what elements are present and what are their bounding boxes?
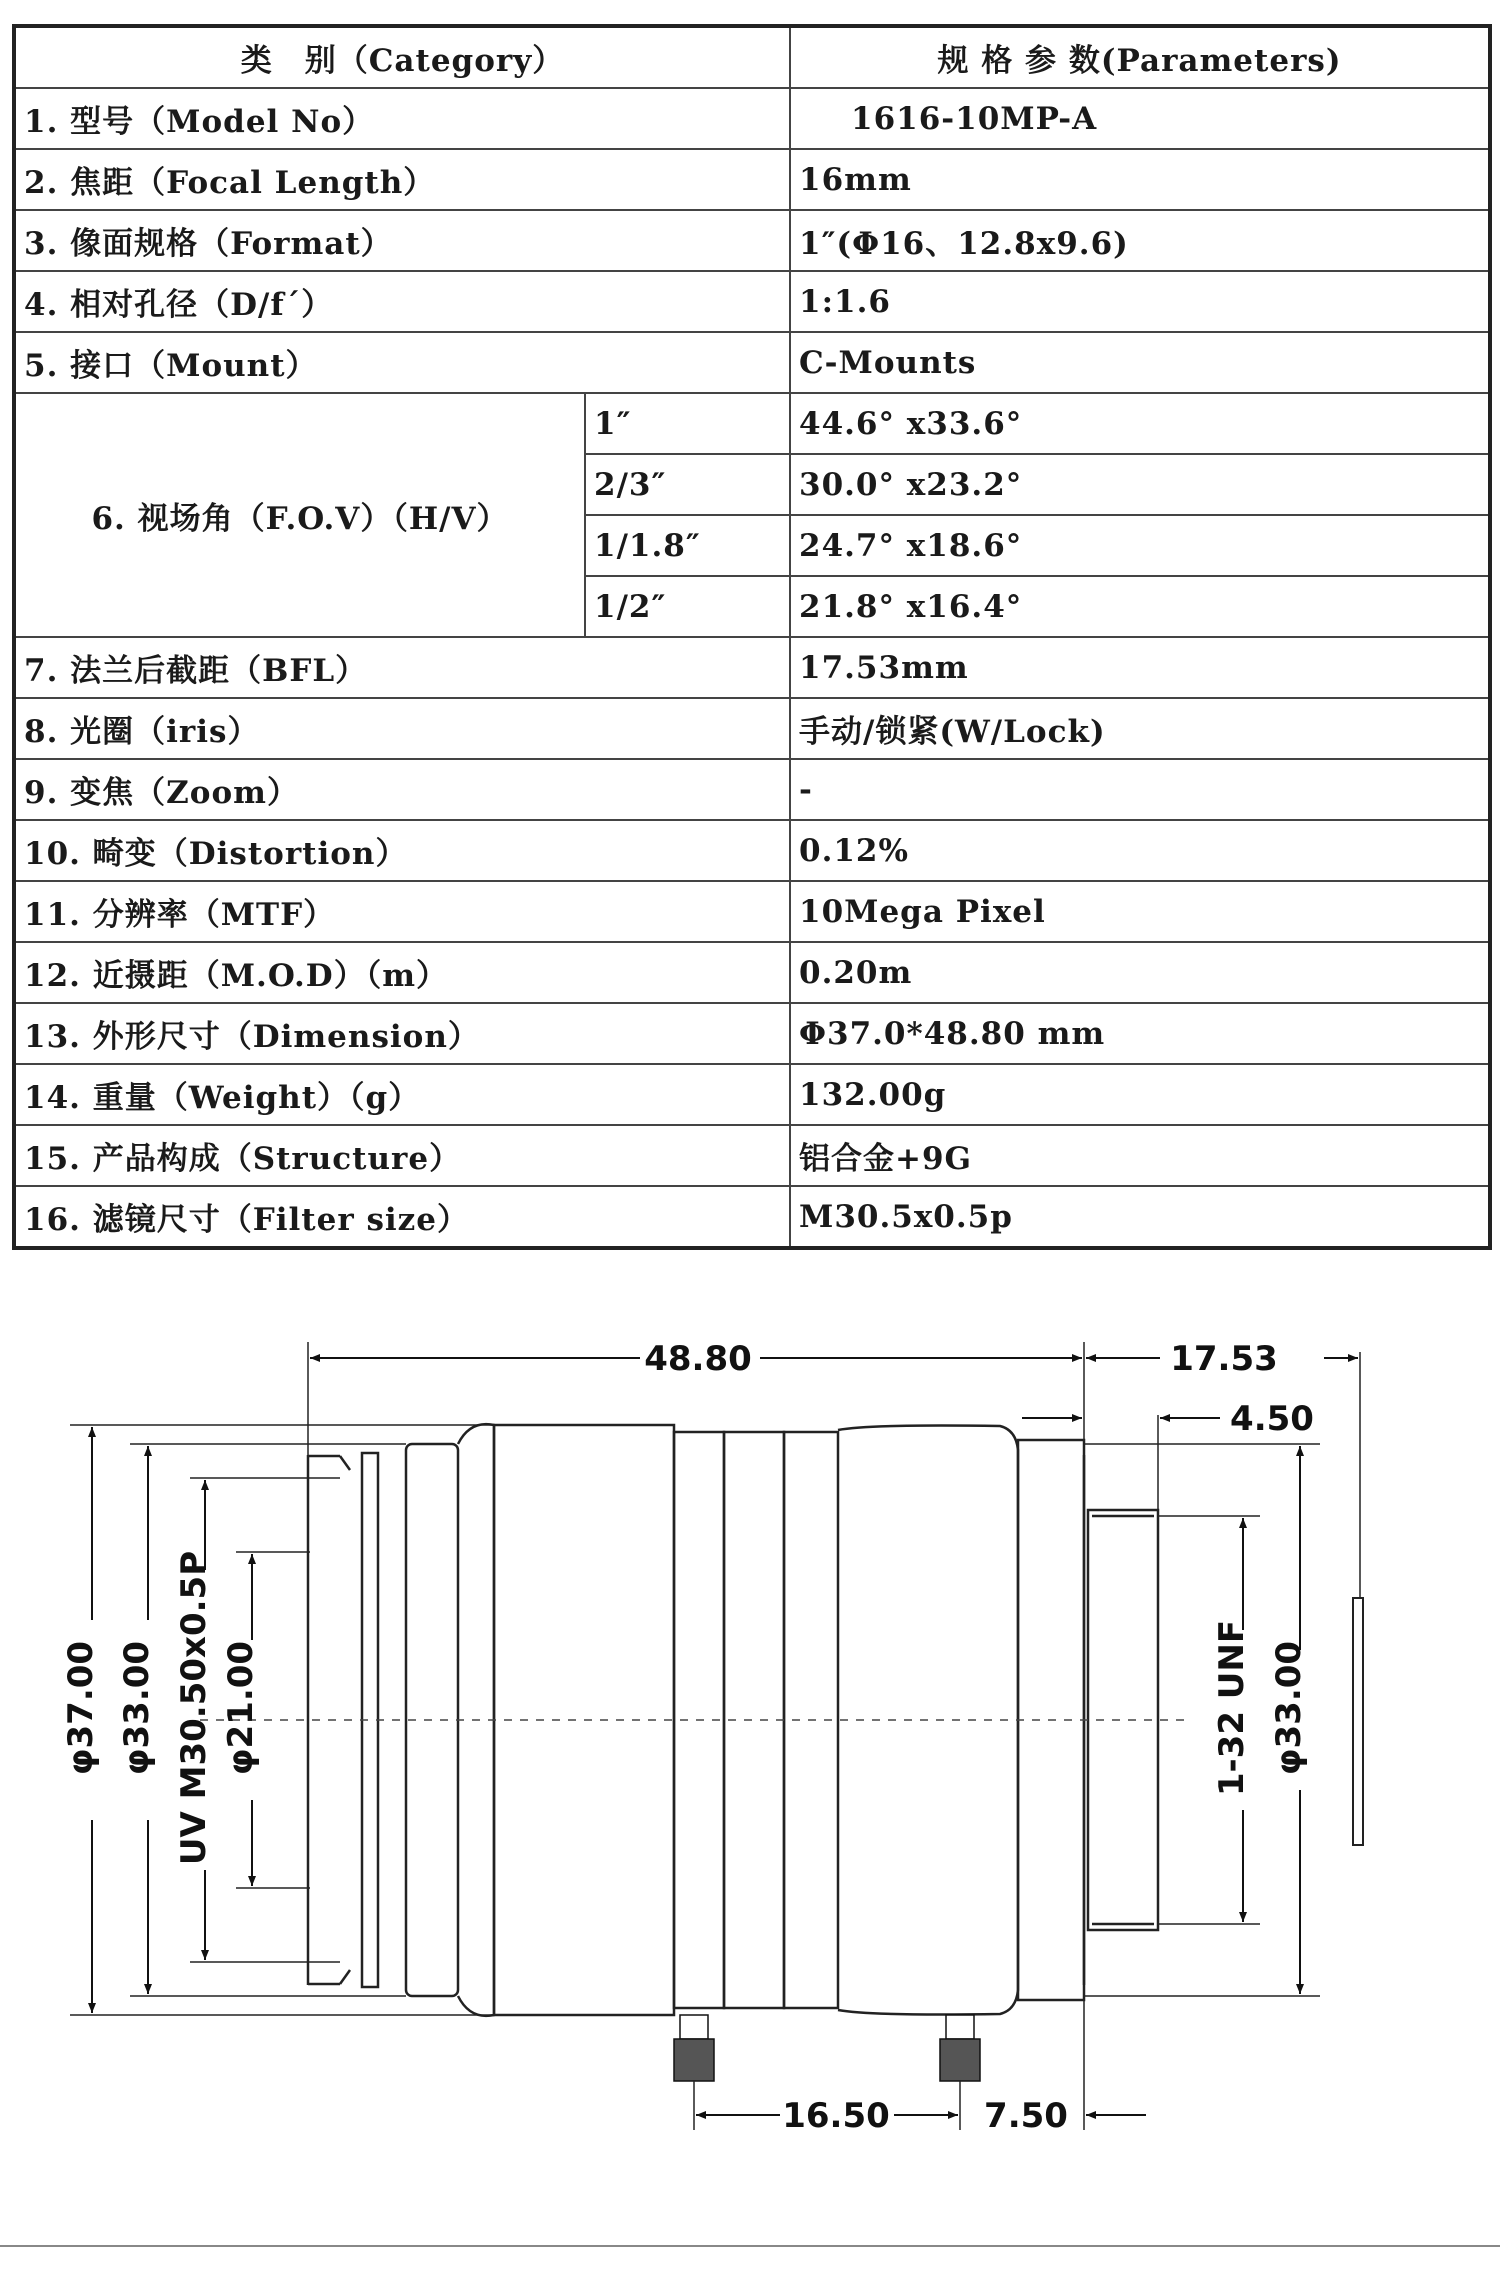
table-row	[14, 698, 1490, 759]
dim-filter-thread: UV M30.50x0.5P	[174, 1550, 214, 1866]
table-row	[14, 210, 1490, 271]
sensor-plane	[1353, 1598, 1363, 1845]
row-category: 8. 光圈（iris）	[14, 698, 790, 759]
lens-dimension-drawing	[0, 1270, 1500, 2291]
row-value: 17.53mm	[790, 637, 1490, 698]
row-value: 1″(Φ16、12.8x9.6)	[790, 210, 1490, 271]
dim-screw-offset: 7.50	[984, 2096, 1068, 2136]
dim-dia-outer: φ37.00	[61, 1640, 101, 1776]
dim-dia-body: φ33.00	[117, 1640, 157, 1776]
table-row	[14, 881, 1490, 942]
row-category: 15. 产品构成（Structure）	[14, 1125, 790, 1186]
dim-dia-front: φ21.00	[221, 1640, 261, 1776]
fov-value: 21.8° x16.4°	[790, 576, 1490, 637]
row-value: 手动/锁紧(W/Lock)	[790, 698, 1490, 759]
row-value: 132.00g	[790, 1064, 1490, 1125]
table-row	[14, 88, 1490, 149]
dim-thread-depth: 4.50	[1230, 1399, 1314, 1439]
row-value: 1:1.6	[790, 271, 1490, 332]
fov-value: 30.0° x23.2°	[790, 454, 1490, 515]
row-value: 0.12%	[790, 820, 1490, 881]
header-parameters: 规 格 参 数(Parameters)	[790, 26, 1490, 88]
table-row	[14, 1125, 1490, 1186]
dim-dia-mount: φ33.00	[1269, 1640, 1309, 1776]
table-row	[14, 271, 1490, 332]
fov-format: 2/3″	[585, 454, 790, 515]
row-category: 2. 焦距（Focal Length）	[14, 149, 790, 210]
row-category: 14. 重量（Weight）（g）	[14, 1064, 790, 1125]
row-value: 铝合金+9G	[790, 1125, 1490, 1186]
dim-screw-spacing: 16.50	[782, 2096, 890, 2136]
locking-screw-left	[674, 2015, 714, 2081]
table-row	[14, 149, 1490, 210]
row-value: 16mm	[790, 149, 1490, 210]
row-category: 10. 畸变（Distortion）	[14, 820, 790, 881]
table-row-fov	[14, 393, 1490, 454]
table-row	[14, 637, 1490, 698]
row-value: 1616-10MP-A	[790, 88, 1490, 149]
row-category: 4. 相对孔径（D/f´）	[14, 271, 790, 332]
row-category: 16. 滤镜尺寸（Filter size）	[14, 1186, 790, 1248]
row-category: 1. 型号（Model No）	[14, 88, 790, 149]
row-category: 11. 分辨率（MTF）	[14, 881, 790, 942]
table-row	[14, 1064, 1490, 1125]
row-value: M30.5x0.5p	[790, 1186, 1490, 1248]
row-category: 12. 近摄距（M.O.D）（m）	[14, 942, 790, 1003]
spec-table	[12, 24, 1492, 1250]
dim-length: 48.80	[644, 1339, 752, 1379]
table-row	[14, 820, 1490, 881]
row-category: 9. 变焦（Zoom）	[14, 759, 790, 820]
table-row	[14, 1186, 1490, 1248]
table-row	[14, 759, 1490, 820]
dim-bfl: 17.53	[1170, 1339, 1278, 1379]
header-category: 类 别（Category）	[14, 26, 790, 88]
row-category: 5. 接口（Mount）	[14, 332, 790, 393]
row-value: C-Mounts	[790, 332, 1490, 393]
extension-lines	[70, 1342, 1360, 2130]
fov-format: 1″	[585, 393, 790, 454]
fov-value: 44.6° x33.6°	[790, 393, 1490, 454]
locking-screw-right	[940, 2015, 980, 2081]
table-row	[14, 332, 1490, 393]
fov-value: 24.7° x18.6°	[790, 515, 1490, 576]
table-row	[14, 1003, 1490, 1064]
row-value: Φ37.0*48.80 mm	[790, 1003, 1490, 1064]
row-value: 0.20m	[790, 942, 1490, 1003]
row-value: -	[790, 759, 1490, 820]
dim-mount-thread: 1-32 UNF	[1212, 1619, 1252, 1797]
row-category: 13. 外形尺寸（Dimension）	[14, 1003, 790, 1064]
row-category: 3. 像面规格（Format）	[14, 210, 790, 271]
fov-format: 1/2″	[585, 576, 790, 637]
row-value: 10Mega Pixel	[790, 881, 1490, 942]
table-header-row	[14, 26, 1490, 88]
fov-label: 6. 视场角（F.O.V）（H/V）	[14, 393, 585, 637]
table-row	[14, 942, 1490, 1003]
fov-format: 1/1.8″	[585, 515, 790, 576]
row-category: 7. 法兰后截距（BFL）	[14, 637, 790, 698]
